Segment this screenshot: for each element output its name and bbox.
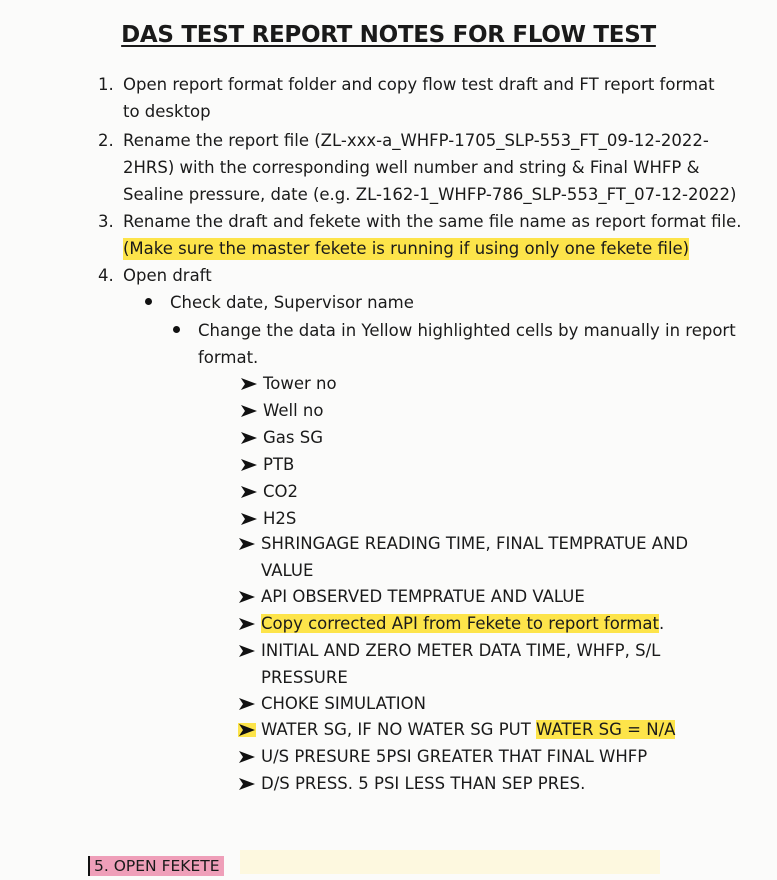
step-2-text-cont-2: Sealine pressure, date (e.g. ZL-162-1_WHFP-786_SLP-553_FT_07-12-2022) (123, 185, 737, 204)
arrow-bullet-icon (238, 644, 256, 658)
arrow-item-shrinkage-cont: VALUE (261, 561, 314, 580)
step-2-text-cont: 2HRS) with the corresponding well number and string & Final WHFP & (123, 158, 700, 177)
step-1-text: Open report format folder and copy flow test draft and FT report format (123, 75, 715, 94)
arrow-item-water-sg (261, 719, 675, 741)
arrow-item-us-pressure: U/S PRESURE 5PSI GREATER THAT FINAL WHFP (261, 747, 648, 766)
step-3-number: 3. (98, 212, 114, 231)
arrow-item-tower-no: Tower no (263, 374, 337, 393)
arrow-bullet-icon (240, 485, 258, 499)
arrow-item-ds-pressure: D/S PRESS. 5 PSI LESS THAN SEP PRES. (261, 774, 586, 793)
step-2-text: Rename the report file (ZL-xxx-a_WHFP-1705_SLP-553_FT_09-12-2022- (123, 131, 709, 150)
arrow-item-choke-simulation: CHOKE SIMULATION (261, 694, 426, 713)
period: . (658, 614, 665, 633)
arrow-bullet-icon (240, 431, 258, 445)
highlighted-copy-api: Copy corrected API from Fekete to report format (261, 614, 659, 633)
arrow-bullet-icon (240, 512, 258, 526)
arrow-item-well-no: Well no (263, 401, 324, 420)
step-3-highlighted-note: (Make sure the master fekete is running if using only one fekete file) (123, 239, 690, 258)
water-sg-text: WATER SG, IF NO WATER SG PUT (261, 720, 537, 739)
arrow-bullet-icon (238, 750, 256, 764)
arrow-item-shrinkage: SHRINGAGE READING TIME, FINAL TEMPRATUE AND (261, 534, 689, 553)
arrow-item-initial-zero-meter: INITIAL AND ZERO METER DATA TIME, WHFP, S/L (261, 641, 661, 660)
bullet-icon (173, 326, 180, 333)
page-title: DAS TEST REPORT NOTES FOR FLOW TEST (121, 22, 656, 48)
bullet-check-date: Check date, Supervisor name (170, 293, 414, 312)
step-2-number: 2. (98, 131, 114, 150)
step-4-text: Open draft (123, 266, 212, 285)
arrow-item-gas-sg: Gas SG (263, 428, 323, 447)
step-5-open-fekete: 5. OPEN FEKETE (88, 856, 224, 876)
arrow-bullet-icon (238, 590, 256, 604)
step-4-number: 4. (98, 266, 114, 285)
arrow-bullet-icon (240, 377, 258, 391)
arrow-item-h2s: H2S (263, 509, 297, 528)
step-1-number: 1. (98, 75, 114, 94)
arrow-bullet-icon (238, 777, 256, 791)
arrow-item-ptb: PTB (263, 455, 295, 474)
arrow-item-api-observed: API OBSERVED TEMPRATUE AND VALUE (261, 587, 585, 606)
arrow-bullet-icon (238, 617, 256, 631)
step-3-text: Rename the draft and fekete with the same file name as report format file. (123, 212, 742, 231)
arrow-bullet-icon (238, 697, 256, 711)
bullet-change-data-cont: format. (198, 348, 259, 367)
arrow-bullet-icon (238, 723, 256, 737)
faint-bleedthrough-highlight (240, 850, 660, 874)
arrow-bullet-icon (240, 458, 258, 472)
arrow-item-co2: CO2 (263, 482, 299, 501)
arrow-bullet-icon (240, 404, 258, 418)
arrow-bullet-icon (238, 537, 256, 551)
step-1-text-cont: to desktop (123, 102, 211, 121)
bullet-change-data: Change the data in Yellow highlighted cells by manually in report (198, 321, 736, 340)
highlighted-water-sg-na: WATER SG = N/A (536, 720, 676, 739)
arrow-item-copy-api (261, 613, 664, 635)
bullet-icon (145, 298, 152, 305)
arrow-item-initial-zero-meter-cont: PRESSURE (261, 668, 348, 687)
